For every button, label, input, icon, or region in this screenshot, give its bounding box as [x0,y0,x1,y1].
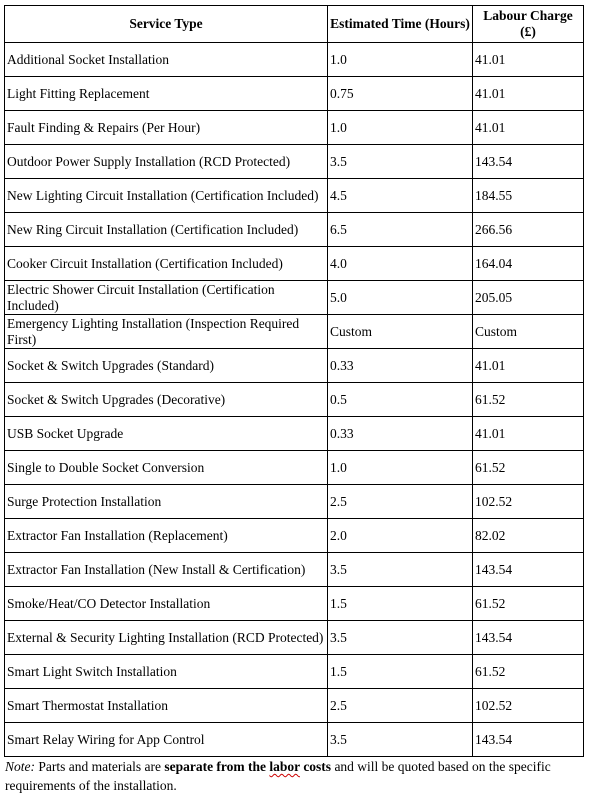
table-row [5,723,584,757]
note-label: Note: [5,759,35,774]
cell-estimated-time: 1.5 [328,587,473,621]
cell-service-type: Cooker Circuit Installation (Certification Included) [5,247,328,281]
cell-labour-charge: 102.52 [473,689,584,723]
cell-service-type: New Ring Circuit Installation (Certification Included) [5,213,328,247]
table-row [5,451,584,485]
cell-service-type: Smoke/Heat/CO Detector Installation [5,587,328,621]
cell-estimated-time: 3.5 [328,553,473,587]
cell-labour-charge: 61.52 [473,451,584,485]
cell-service-type: Surge Protection Installation [5,485,328,519]
cell-labour-charge: 61.52 [473,655,584,689]
cell-service-type: Extractor Fan Installation (Replacement) [5,519,328,553]
cell-labour-charge: 205.05 [473,281,584,315]
cell-service-type: Smart Light Switch Installation [5,655,328,689]
cell-labour-charge: 61.52 [473,383,584,417]
cell-labour-charge: 266.56 [473,213,584,247]
cell-labour-charge: 143.54 [473,621,584,655]
cell-estimated-time: 2.0 [328,519,473,553]
cell-estimated-time: 1.0 [328,43,473,77]
cell-service-type: USB Socket Upgrade [5,417,328,451]
note-bold-end: costs [299,759,332,774]
note-spellcheck-word: labor [269,759,300,774]
note-text-before: Parts and materials are [35,759,165,774]
cell-service-type: Extractor Fan Installation (New Install & Certification) [5,553,328,587]
header-service-type: Service Type [5,6,328,43]
table-row [5,519,584,553]
cell-labour-charge: 41.01 [473,77,584,111]
table-row [5,587,584,621]
table-row [5,485,584,519]
cell-labour-charge: 41.01 [473,349,584,383]
document [4,5,583,795]
cell-estimated-time: 3.5 [328,145,473,179]
table-row [5,213,584,247]
table-header-row [5,6,584,43]
cell-estimated-time: 2.5 [328,485,473,519]
cell-labour-charge: 164.04 [473,247,584,281]
table-row [5,417,584,451]
cell-estimated-time: 3.5 [328,621,473,655]
cell-service-type: Electric Shower Circuit Installation (Certification Included) [5,281,328,315]
cell-estimated-time: Custom [328,315,473,349]
table-row [5,383,584,417]
cell-estimated-time: 1.0 [328,111,473,145]
cell-labour-charge: 143.54 [473,145,584,179]
table-row [5,349,584,383]
cell-labour-charge: 102.52 [473,485,584,519]
cell-estimated-time: 2.5 [328,689,473,723]
table-row [5,247,584,281]
note-bold-start: separate from the [164,759,270,774]
cell-estimated-time: 4.0 [328,247,473,281]
cell-labour-charge: 143.54 [473,553,584,587]
cell-service-type: Additional Socket Installation [5,43,328,77]
table-body [5,43,584,757]
cell-service-type: External & Security Lighting Installation (RCD Protected) [5,621,328,655]
cell-service-type: Socket & Switch Upgrades (Decorative) [5,383,328,417]
note-text-after: and will be quoted based on the specific requirements of the installation. [5,759,551,793]
cell-service-type: New Lighting Circuit Installation (Certification Included) [5,179,328,213]
labour-charges-table [4,5,584,757]
cell-labour-charge: 82.02 [473,519,584,553]
cell-service-type: Fault Finding & Repairs (Per Hour) [5,111,328,145]
table-row [5,281,584,315]
table-row [5,179,584,213]
cell-estimated-time: 0.33 [328,417,473,451]
cell-estimated-time: 6.5 [328,213,473,247]
table-row [5,43,584,77]
cell-estimated-time: 3.5 [328,723,473,757]
cell-estimated-time: 4.5 [328,179,473,213]
cell-estimated-time: 1.0 [328,451,473,485]
cell-service-type: Socket & Switch Upgrades (Standard) [5,349,328,383]
header-estimated-time: Estimated Time (Hours) [328,6,473,43]
cell-estimated-time: 0.33 [328,349,473,383]
cell-labour-charge: 41.01 [473,417,584,451]
table-row [5,621,584,655]
table-row [5,315,584,349]
cell-labour-charge: 41.01 [473,43,584,77]
cell-service-type: Smart Thermostat Installation [5,689,328,723]
table-row [5,655,584,689]
cell-labour-charge: Custom [473,315,584,349]
header-labour-charge: Labour Charge (£) [473,6,584,43]
footnote [4,757,583,795]
cell-labour-charge: 61.52 [473,587,584,621]
cell-service-type: Outdoor Power Supply Installation (RCD Protected) [5,145,328,179]
table-row [5,111,584,145]
cell-labour-charge: 143.54 [473,723,584,757]
cell-estimated-time: 5.0 [328,281,473,315]
cell-service-type: Smart Relay Wiring for App Control [5,723,328,757]
table-row [5,77,584,111]
cell-estimated-time: 1.5 [328,655,473,689]
cell-estimated-time: 0.5 [328,383,473,417]
cell-service-type: Single to Double Socket Conversion [5,451,328,485]
cell-service-type: Light Fitting Replacement [5,77,328,111]
cell-labour-charge: 41.01 [473,111,584,145]
table-row [5,689,584,723]
cell-labour-charge: 184.55 [473,179,584,213]
cell-estimated-time: 0.75 [328,77,473,111]
cell-service-type: Emergency Lighting Installation (Inspection Required First) [5,315,328,349]
table-row [5,145,584,179]
table-row [5,553,584,587]
